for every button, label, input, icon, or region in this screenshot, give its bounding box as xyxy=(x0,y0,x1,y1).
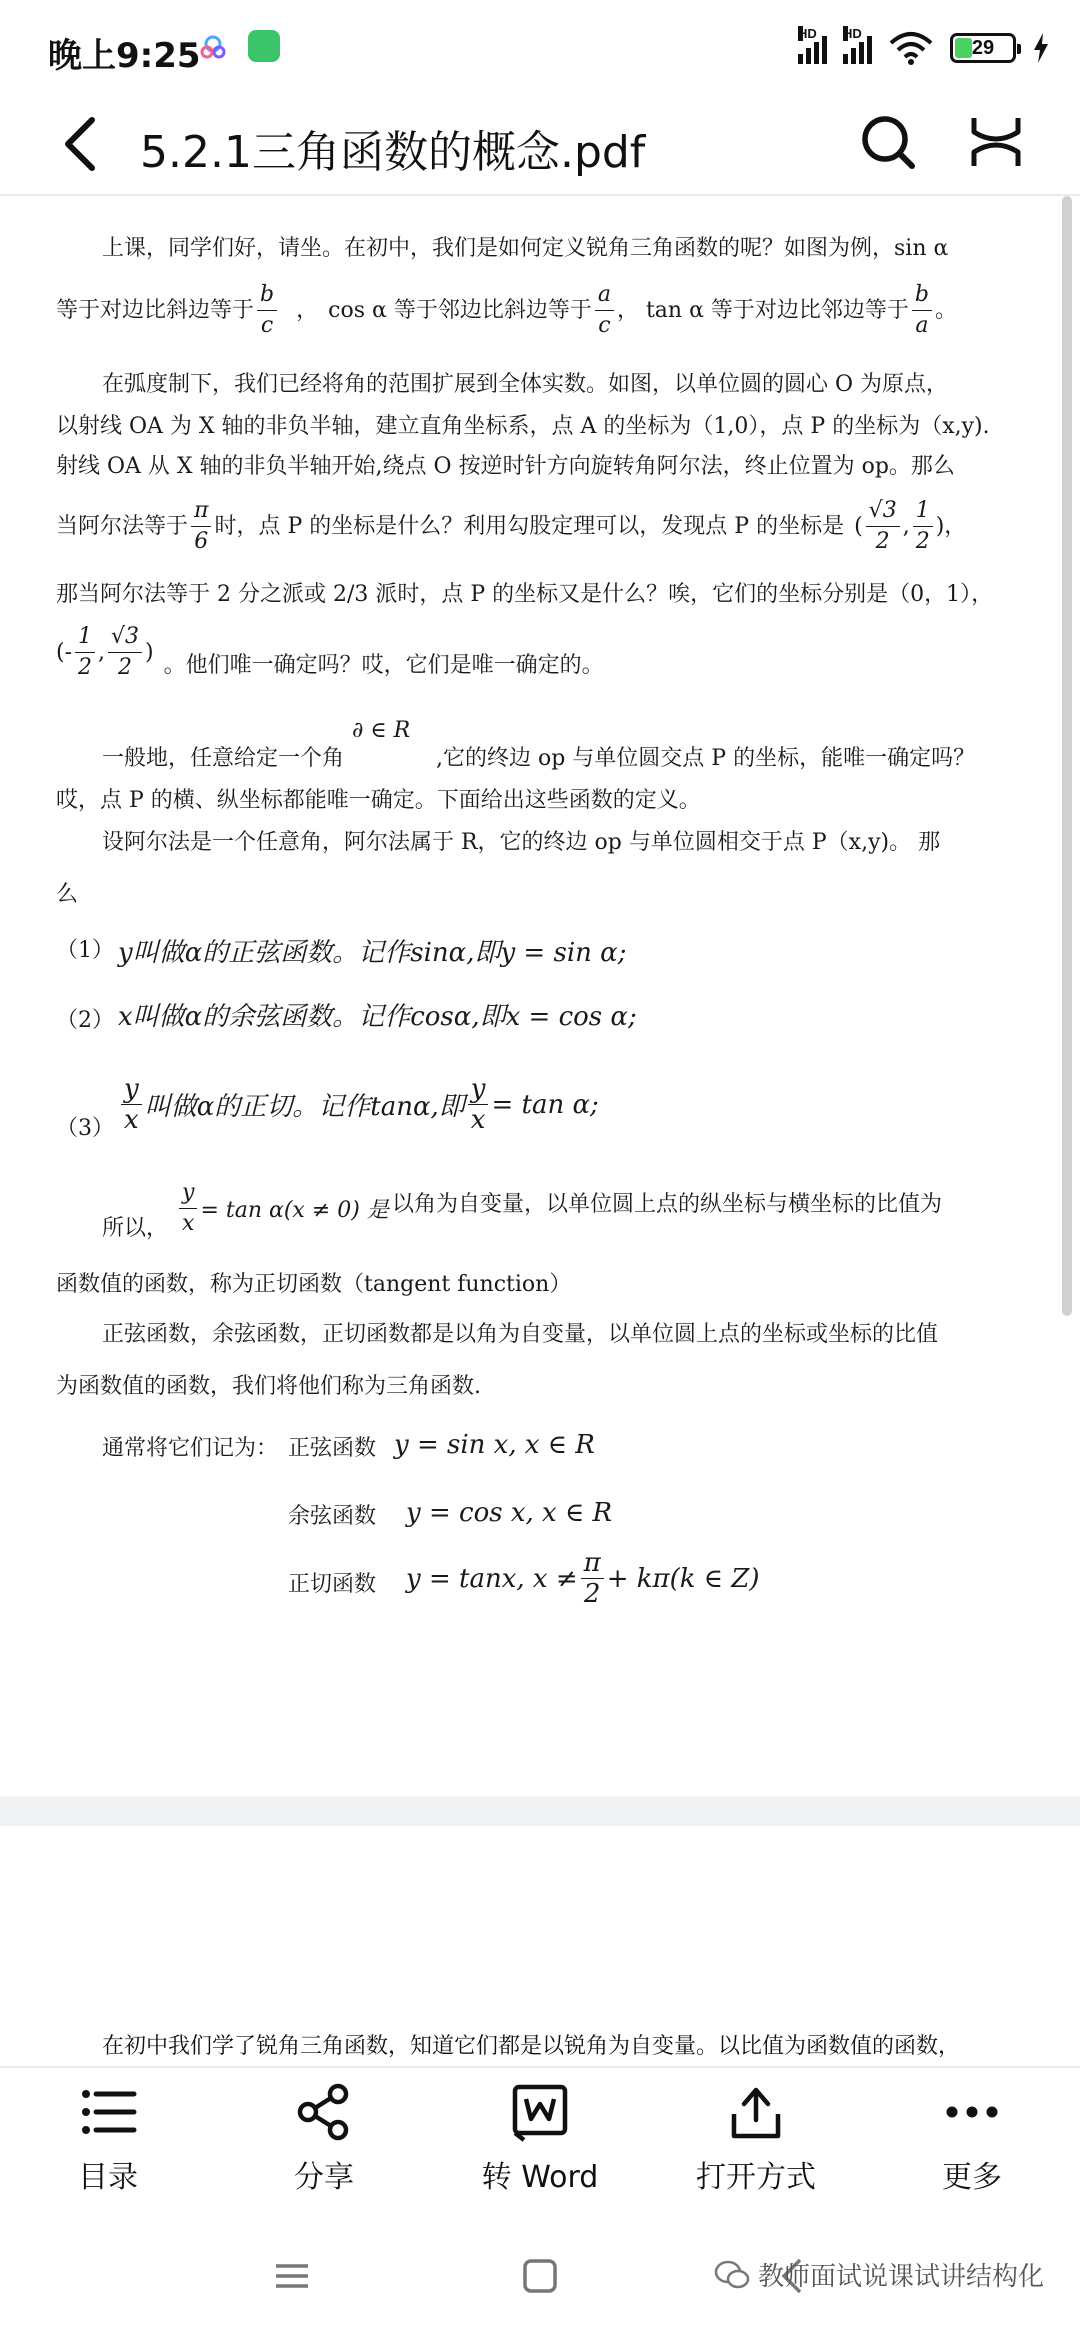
tangent-function-equation xyxy=(176,1178,389,1239)
bottom-toolbar xyxy=(0,2066,1080,2212)
text-run: = tan α; xyxy=(491,1089,599,1120)
cloud-app-icon xyxy=(198,32,228,62)
back-arrow-icon[interactable] xyxy=(56,114,106,174)
paragraph-line: 为函数值的函数，我们将他们称为三角函数. xyxy=(56,1374,481,1399)
paragraph-line: 通常将它们记为： xyxy=(102,1436,279,1461)
system-navigation-bar xyxy=(0,2212,1080,2340)
status-time: 晚上9:25 xyxy=(48,36,201,76)
fraction-y-over-x: $\frac{y}{x}$ xyxy=(179,1178,197,1239)
to-word-label: 转 Word xyxy=(481,2160,599,2195)
fraction-sqrt3-over-2: $\frac{√3}{2}$ xyxy=(108,622,142,683)
wechat-icon xyxy=(714,2260,750,2290)
sine-definition: y叫做α的正弦函数。记作sinα,即y = sin α; xyxy=(118,938,627,968)
open-with-label: 打开方式 xyxy=(696,2160,816,2195)
scrollbar[interactable] xyxy=(1062,196,1072,1316)
text-run: ， tan α 等于对边比邻边等于 xyxy=(616,297,909,323)
more-label: 更多 xyxy=(942,2160,1002,2195)
open-with-button[interactable] xyxy=(676,2082,836,2196)
function-name: 余弦函数 xyxy=(288,1504,377,1529)
paragraph-line: 哎，点 P 的横、纵坐标都能唯一确定。下面给出这些函数的定义。 xyxy=(56,788,701,813)
watermark xyxy=(714,2256,1044,2293)
status-bar xyxy=(0,0,1080,92)
fraction-y-over-x: $\frac{y}{x}$ xyxy=(121,1074,142,1135)
document-title: 5.2.1三角函数的概念.pdf xyxy=(140,127,646,178)
upload-icon xyxy=(726,2082,786,2142)
paragraph-line: 一般地，任意给定一个角 xyxy=(102,746,345,771)
paragraph-line: 上课，同学们好，请坐。在初中，我们是如何定义锐角三角函数的呢？如图为例，sin α xyxy=(102,236,949,261)
text-run: = tan α(x ≠ 0) 是 xyxy=(200,1198,389,1223)
fraction-b-over-a: $\frac{b}{a}$ xyxy=(912,280,932,341)
pdf-page[interactable] xyxy=(0,196,1080,1796)
battery-icon xyxy=(950,33,1016,63)
watermark-text: 教师面试说课试讲结构化 xyxy=(757,2262,1044,2292)
fraction-b-over-c: $\frac{b}{c}$ xyxy=(257,280,277,341)
app-header xyxy=(0,92,1080,196)
paragraph-line: 正弦函数，余弦函数，正切函数都是以角为自变量，以单位圆上点的坐标或坐标的比值 xyxy=(102,1322,939,1347)
text-run: y = tanx, x ≠ xyxy=(406,1563,578,1594)
paragraph-line: 设阿尔法是一个任意角，阿尔法属于 R，它的终边 op 与单位圆相交于点 P（x,y)。 那 xyxy=(102,830,941,855)
definition-number: （1） xyxy=(56,938,114,963)
cosine-function-equation: y = cos x, x ∈ R xyxy=(406,1498,613,1528)
function-name: 正弦函数 xyxy=(288,1436,377,1461)
paragraph-line: 当阿尔法等于 $\frac{\pi}{6}$ 时，点 P 的坐标是什么？利用勾股定理可以，发现点 P 的坐标是 ( $\frac{√3}{2}$ , $\frac{1}{2}$ ) ， xyxy=(56,496,966,557)
cat-app-icon xyxy=(248,30,280,62)
paragraph-line: (- $\frac{1}{2}$ , $\frac{√3}{2}$ ) 。他们唯一确定吗？哎，它们是唯一确定的。 xyxy=(56,622,604,683)
home-nav-icon[interactable] xyxy=(520,2256,560,2296)
pdf-page[interactable] xyxy=(0,1826,1080,2066)
toc-button[interactable] xyxy=(28,2082,188,2196)
status-indicators xyxy=(798,28,1050,68)
cosine-definition: x叫做α的余弦函数。记作cosα,即x = cos α; xyxy=(118,1002,637,1032)
paragraph-line: 么 xyxy=(56,882,79,907)
fraction-y-over-x: $\frac{y}{x}$ xyxy=(468,1074,489,1135)
paragraph-line: 射线 OA 从 X 轴的非负半轴开始,绕点 O 按逆时针方向旋转角阿尔法，终止位置为 op。那么 xyxy=(56,454,955,479)
signal-icon: HD xyxy=(798,32,827,64)
paragraph-line: 那当阿尔法等于 2 分之派或 2/3 派时，点 P 的坐标又是什么？唉，它们的坐标分别是（0，1）， xyxy=(56,582,994,607)
battery-level: 29 xyxy=(971,36,995,59)
list-icon xyxy=(78,2082,138,2142)
paragraph-line: 函数值的函数，称为正切函数（tangent function） xyxy=(56,1272,572,1297)
paragraph-line: 以角为自变量，以单位圆上点的纵坐标与横坐标的比值为 xyxy=(392,1192,943,1217)
fraction-sqrt3-over-2: $\frac{√3}{2}$ xyxy=(866,496,900,557)
text-run: 叫做α的正切。记作tanα,即 xyxy=(144,1092,465,1122)
text-run: 当阿尔法等于 xyxy=(56,513,189,539)
function-name: 正切函数 xyxy=(288,1572,377,1597)
paragraph-line: 所以， xyxy=(102,1216,169,1241)
signal-icon: HD xyxy=(843,32,872,64)
text-run: 等于对边比斜边等于 xyxy=(56,297,255,323)
text-run: ， xyxy=(296,297,319,323)
text-run: 。 xyxy=(935,297,958,323)
fraction-1-over-2: $\frac{1}{2}$ xyxy=(913,496,933,557)
tangent-function-equation xyxy=(406,1548,759,1609)
search-icon[interactable] xyxy=(858,112,918,172)
sine-function-equation: y = sin x, x ∈ R xyxy=(394,1430,595,1460)
angle-symbol: ∂ ∈ R xyxy=(352,718,411,743)
more-button[interactable] xyxy=(892,2082,1052,2196)
fraction-pi-over-2: $\frac{\pi}{2}$ xyxy=(581,1548,604,1609)
to-word-button[interactable] xyxy=(460,2082,620,2196)
menu-nav-icon[interactable] xyxy=(272,2256,312,2296)
paragraph-line: 以射线 OA 为 X 轴的非负半轴，建立直角坐标系，点 A 的坐标为（1,0），点 P 的坐标为（x,y). xyxy=(56,414,990,439)
text-run: cos α 等于邻边比斜边等于 xyxy=(328,297,592,323)
fraction-1-over-2: $\frac{1}{2}$ xyxy=(75,622,95,683)
share-button[interactable] xyxy=(244,2082,404,2196)
page-separator xyxy=(0,1796,1080,1826)
paragraph-line: 在初中我们学了锐角三角函数，知道它们都是以锐角为自变量。以比值为函数值的函数， xyxy=(102,2034,961,2059)
word-convert-icon xyxy=(510,2082,570,2142)
fraction-pi-over-6: $\frac{\pi}{6}$ xyxy=(191,496,211,557)
reading-mode-icon[interactable] xyxy=(968,112,1024,172)
fraction-a-over-c: $\frac{a}{c}$ xyxy=(595,280,614,341)
wifi-icon xyxy=(888,31,934,65)
definition-number: （3） xyxy=(56,1116,114,1141)
text-run: 。他们唯一确定吗？哎，它们是唯一确定的。 xyxy=(163,652,604,678)
more-dots-icon xyxy=(942,2082,1002,2142)
share-label: 分享 xyxy=(294,2160,354,2195)
toc-label: 目录 xyxy=(78,2160,138,2195)
charging-icon xyxy=(1032,33,1050,63)
text-run: + kπ(k ∈ Z) xyxy=(606,1563,760,1594)
text-run: 时，点 P 的坐标是什么？利用勾股定理可以，发现点 P 的坐标是 xyxy=(214,513,845,539)
tangent-definition xyxy=(118,1074,599,1135)
share-icon xyxy=(294,2082,354,2142)
paragraph-line: 在弧度制下，我们已经将角的范围扩展到全体实数。如图，以单位圆的圆心 O 为原点， xyxy=(102,372,949,397)
definition-number: （2） xyxy=(56,1008,114,1033)
paragraph-line: ,它的终边 op 与单位圆交点 P 的坐标，能唯一确定吗？ xyxy=(436,746,976,771)
paragraph-line xyxy=(56,280,957,341)
